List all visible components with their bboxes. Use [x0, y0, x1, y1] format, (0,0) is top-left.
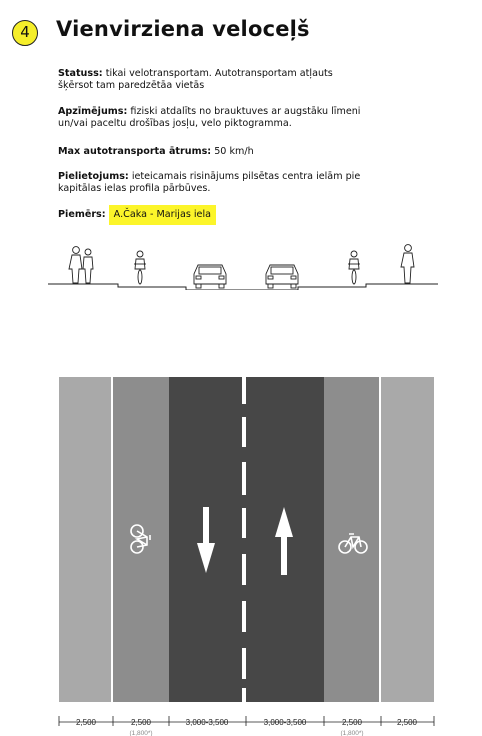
- status-field: [58, 68, 438, 92]
- page-title: Vienvirziena veloceļš: [56, 17, 310, 41]
- usage-line-1: ieteicamais risinājums pilsētas centra ielām pie: [131, 171, 361, 182]
- dim-bike-lane-right: 2,500: [341, 718, 363, 727]
- max-speed-value: 50 km/h: [214, 146, 254, 157]
- example-value-highlight: A.Čaka - Marijas iela: [109, 205, 216, 225]
- dim-lane-left: 3,000-3,500: [185, 718, 229, 727]
- usage-line-2: kapitālas ielas profila pārbūves.: [58, 183, 211, 194]
- dim-bike-lane-left-min: (1,800*): [129, 730, 153, 736]
- cyclist-icon: [134, 251, 146, 284]
- bicycle-symbol-icon: [131, 525, 150, 553]
- dim-sidewalk-right: 2,500: [396, 718, 418, 727]
- cyclist-icon: [348, 251, 360, 284]
- car-icon: [266, 265, 298, 288]
- arrow-down-icon: [197, 507, 215, 573]
- dim-lane-right: 3,000-3,500: [263, 718, 307, 727]
- dim-sidewalk-left: 2,500: [75, 718, 97, 727]
- max-speed-label: Max autotransporta ātrums:: [58, 146, 212, 157]
- marking-line-1: fiziski atdalīts no brauktuves ar augstāku līmeni: [130, 106, 361, 117]
- pedestrian-icon: [69, 247, 93, 283]
- example-field: [58, 209, 438, 221]
- marking-label: Apzīmējums:: [58, 106, 128, 117]
- status-label: Statuss:: [58, 68, 103, 79]
- status-line-1: tikai velotransportam. Autotransportam atļauts: [105, 68, 333, 79]
- dim-bike-lane-right-min: (1,800*): [340, 730, 364, 736]
- pedestrian-icon: [401, 245, 414, 283]
- usage-label: Pielietojums:: [58, 171, 129, 182]
- section-number-badge: 4: [12, 20, 38, 46]
- dimension-line: [48, 714, 448, 736]
- street-cross-section: [48, 240, 438, 290]
- bicycle-symbol-icon: [339, 534, 367, 553]
- max-speed-field: [58, 146, 438, 158]
- plan-view-markings: [0, 377, 482, 702]
- dim-bike-lane-left: 2,500: [130, 718, 152, 727]
- marking-field: [58, 106, 438, 130]
- example-label: Piemērs:: [58, 209, 106, 220]
- status-line-2: šķērsot tam paredzētāa vietās: [58, 80, 205, 91]
- arrow-up-icon: [275, 507, 293, 575]
- usage-field: [58, 171, 438, 195]
- car-icon: [194, 265, 226, 288]
- marking-line-2: un/vai paceltu drošības josļu, velo piktogramma.: [58, 118, 292, 129]
